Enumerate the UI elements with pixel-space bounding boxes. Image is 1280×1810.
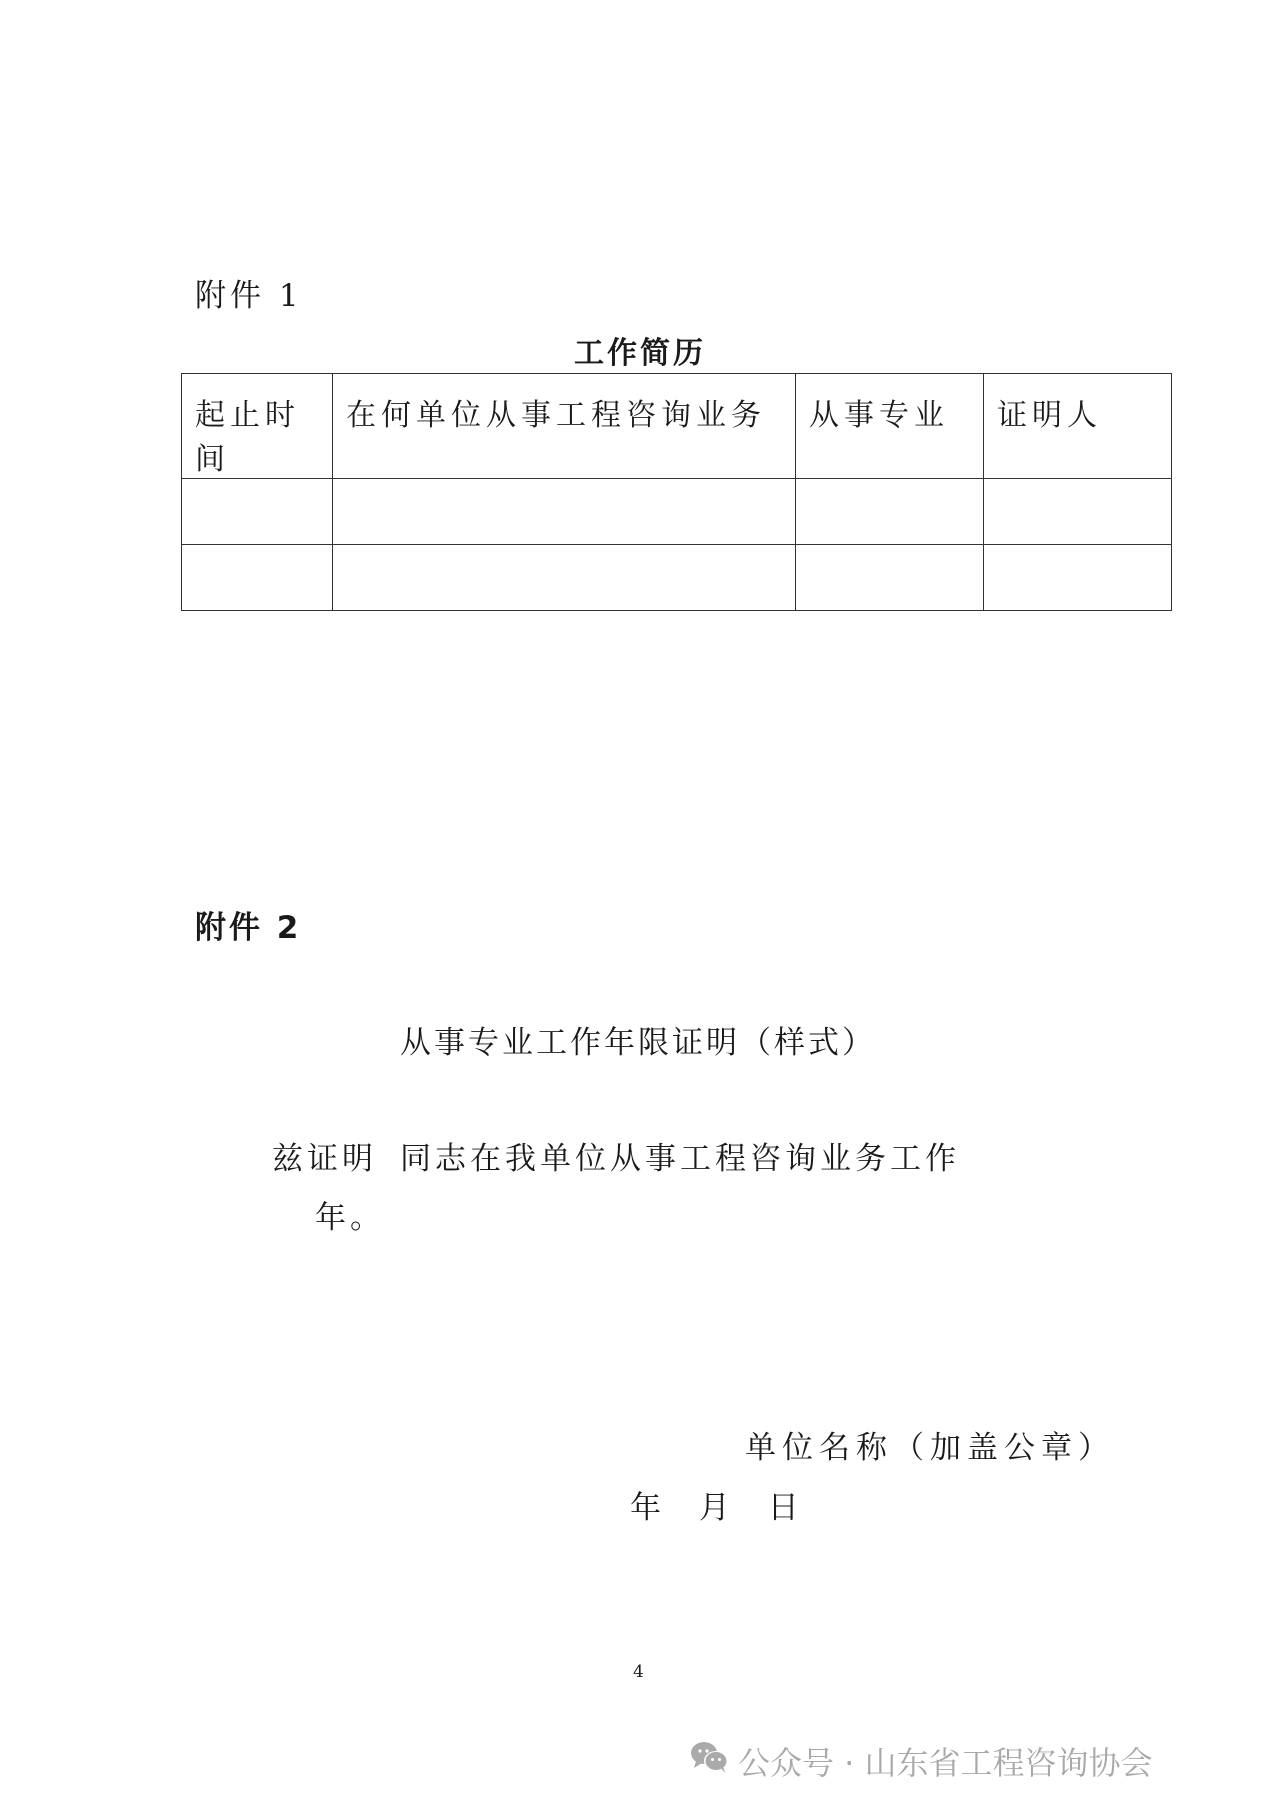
table-row bbox=[182, 479, 1172, 545]
table-cell bbox=[796, 545, 984, 611]
certificate-text-end: 年。 bbox=[315, 1200, 385, 1236]
header-employer: 在何单位从事工程咨询业务 bbox=[333, 374, 796, 479]
table-cell bbox=[182, 479, 333, 545]
attachment-2-label: 附件 2 bbox=[195, 910, 302, 946]
date-year: 年 bbox=[630, 1490, 661, 1526]
table-cell bbox=[182, 545, 333, 611]
table-cell bbox=[333, 479, 796, 545]
table-row bbox=[182, 545, 1172, 611]
signature-unit-seal: 单位名称（加盖公章） bbox=[745, 1430, 1115, 1466]
page-number: 4 bbox=[633, 1662, 644, 1682]
table-header-row bbox=[182, 374, 1172, 479]
header-reference: 证明人 bbox=[984, 374, 1172, 479]
certificate-text-body: 同志在我单位从事工程咨询业务工作 bbox=[400, 1141, 960, 1177]
signature-date bbox=[630, 1482, 827, 1527]
work-resume-table bbox=[181, 373, 1172, 611]
certificate-text-start: 兹证明 bbox=[272, 1141, 377, 1177]
watermark-text: 公众号 · 山东省工程咨询协会 bbox=[738, 1744, 1153, 1782]
date-month: 月 bbox=[698, 1490, 730, 1526]
table-cell bbox=[984, 545, 1172, 611]
wechat-icon bbox=[690, 1740, 730, 1782]
resume-title: 工作简历 bbox=[574, 336, 706, 371]
header-period: 起止时间 bbox=[182, 374, 333, 479]
certificate-title: 从事专业工作年限证明（样式） bbox=[400, 1025, 876, 1061]
attachment-1-label: 附件 1 bbox=[195, 278, 303, 314]
table-cell bbox=[984, 479, 1172, 545]
date-day: 日 bbox=[767, 1490, 799, 1526]
table-cell bbox=[333, 545, 796, 611]
header-specialty: 从事专业 bbox=[796, 374, 984, 479]
watermark bbox=[690, 1738, 1153, 1784]
table-cell bbox=[796, 479, 984, 545]
